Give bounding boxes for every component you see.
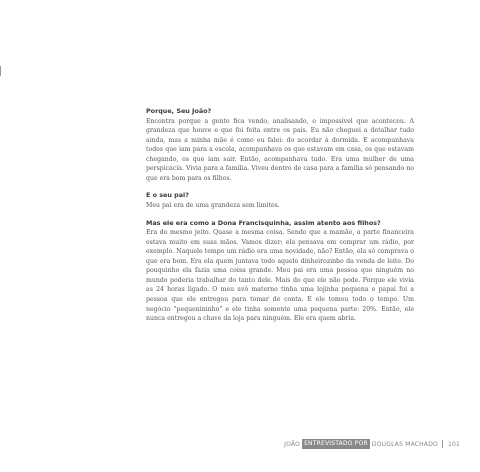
interview-section bbox=[146, 219, 414, 324]
page-number: 101 bbox=[447, 440, 460, 448]
interview-answer: Meu pai era de uma grandeza sem limites. bbox=[146, 202, 280, 210]
gutter-mark bbox=[0, 66, 1, 76]
footer-divider bbox=[442, 440, 443, 448]
footer-label: ENTREVISTADO POR bbox=[304, 440, 368, 447]
interview-section bbox=[146, 191, 414, 210]
interview-section bbox=[146, 107, 414, 183]
interview-question: E o seu pai? bbox=[146, 191, 189, 200]
interview-body bbox=[146, 107, 414, 332]
interview-question: Mas ele era como a Dona Francisquinha, assim atento aos filhos? bbox=[146, 218, 381, 227]
footer-subject: JOÃO bbox=[284, 440, 301, 448]
interview-answer: Era do mesmo jeito. Quase a mesma coisa. Sendo que a mamãe, a parte financeira estava muito em suas mãos. Vamos dizer: ela pensava em comprar um rádio, por exemplo. Naquele tempo um rádio era uma novidade, não? Então, ela só comprava o que era bom. Era ela quem juntava todo aquele dinheirozinho da venda de leite. Do pouquinho ela fazia uma coisa grande. Meu pai era uma pessoa que ninguém no mundo poderia trabalhar do tanto dele. Mais do que ele não pode. Porque ele vivia as 24 horas ligado. O meu avô materno tinha uma lojinha pequena e papai foi a pessoa que ele entregou para tomar de conta. E ele tomou todo o tempo. Um negócio "pequenininho" e ele tinha somente uma pequena parte: 20%. Então, ele nunca entregou a chave da loja para ninguém. Ele era quem abria. bbox=[146, 229, 414, 323]
interview-question: Porque, Seu João? bbox=[146, 107, 212, 115]
interview-answer: Encontra porque a gente fica vendo, analisando, o impossível que aconteceu. A grandeza que houve e que foi feita entre os pais. Eu não cheguei a detalhar tudo ainda, mas a minha mãe é como eu falei: do acordar à dormida. E acompanhava todos que iam para a escola, acompanhava os que estavam em casa, os que estavam chegando, os que iam sair. Então, acompanhava tudo. Era uma mulher de uma perspicácia. Vivia para a família. Viveu dentro de casa para a família só pensando no que era bom para os filhos. bbox=[146, 117, 414, 182]
page-footer bbox=[284, 439, 460, 449]
footer-author: DOUGLAS MACHADO bbox=[371, 440, 438, 448]
